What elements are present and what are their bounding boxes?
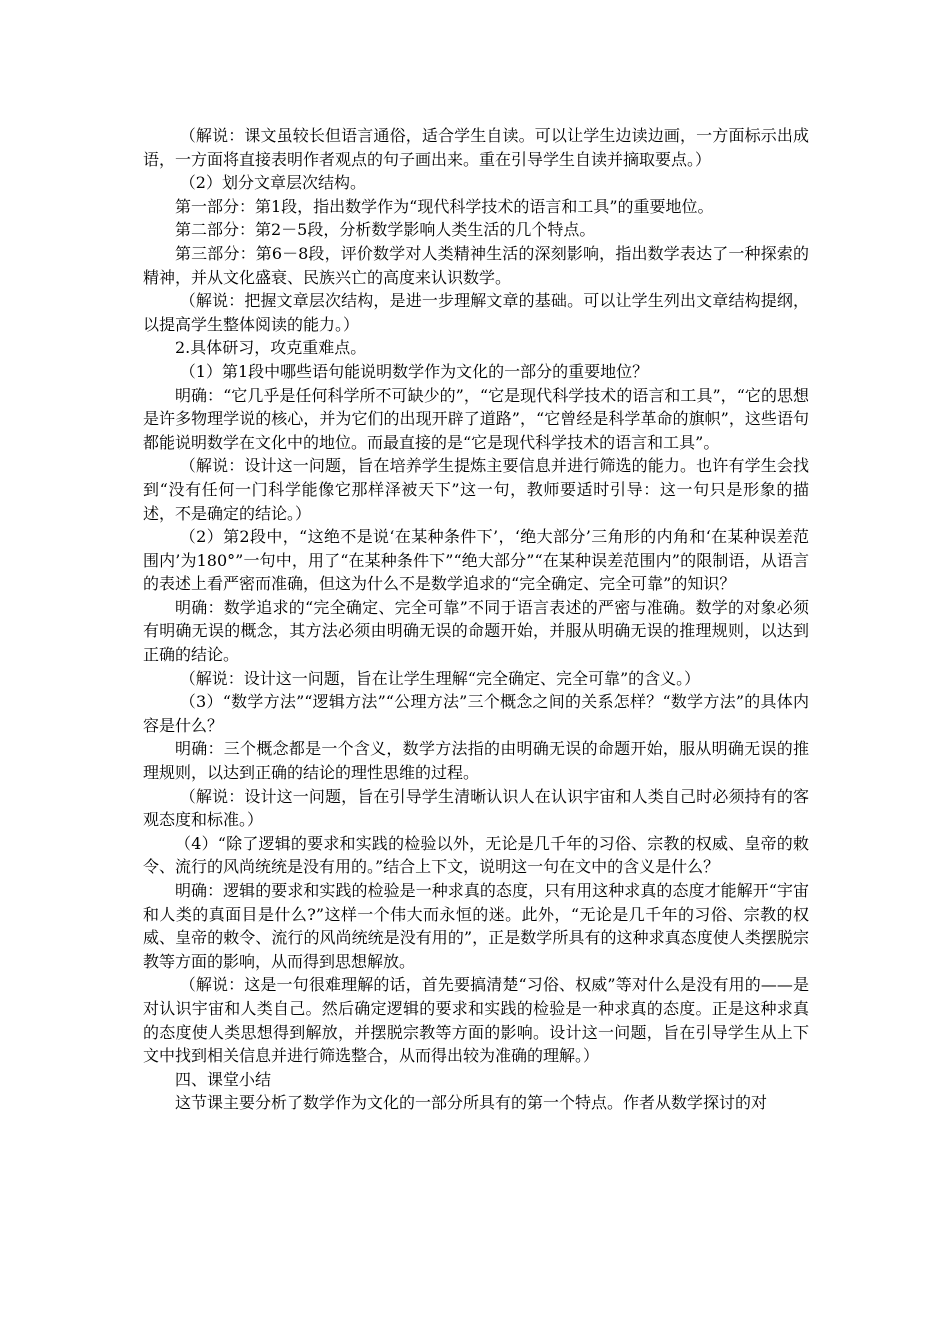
paragraph-structure-heading: （2）划分文章层次结构。 bbox=[179, 173, 366, 193]
paragraph-explanation-6: （解说：这是一句很难理解的话，首先要搞清楚“习俗、权威”等对什么是没有用的——是对认识宇宙和人类自己。然后确定逻辑的要求和实践的检验是一种求真的态度。正是这种求真的态度使人类思想得到解放，并摆脱宗教等方面的影响。设计这一问题，旨在引导学生从上下文中找到相关信息并进行筛选整合，从而得出较为准确的理解。） bbox=[143, 975, 809, 1066]
paragraph-answer-3: 明确：三个概念都是一个含义，数学方法指的由明确无误的命题开始，服从明确无误的推理规则，以达到正确的结论的理性思维的过程。 bbox=[143, 739, 809, 783]
paragraph-part-3: 第三部分：第6－8段，评价数学对人类精神生活的深刻影响，指出数学表达了一种探索的精神，并从文化盛衰、民族兴亡的高度来认识数学。 bbox=[143, 243, 809, 287]
paragraph-explanation-4: （解说：设计这一问题，旨在让学生理解“完全确定、完全可靠”的含义。） bbox=[179, 668, 701, 688]
paragraph-summary: 这节课主要分析了数学作为文化的一部分所具有的第一个特点。作者从数学探讨的对 bbox=[175, 1093, 768, 1113]
paragraph-explanation-5: （解说：设计这一问题，旨在引导学生清晰认识人在认识宇宙和人类自己时必须持有的客观态度和标准。） bbox=[143, 786, 809, 830]
paragraph-summary-heading: 四、课堂小结 bbox=[175, 1069, 272, 1089]
paragraph-part-2: 第二部分：第2－5段，分析数学影响人类生活的几个特点。 bbox=[175, 220, 596, 240]
paragraph-section-heading: 2.具体研习，攻克重难点。 bbox=[175, 338, 367, 358]
paragraph-part-1: 第一部分：第1段，指出数学作为“现代科学技术的语言和工具”的重要地位。 bbox=[175, 196, 714, 216]
paragraph-explanation-2: （解说：把握文章层次结构，是进一步理解文章的基础。可以让学生列出文章结构提纲，以提高学生整体阅读的能力。） bbox=[143, 291, 809, 334]
paragraph-question-2: （2）第2段中，“这绝不是说‘在某种条件下’，‘绝大部分’三角形的内角和‘在某种误差范围内’为180°”一句中，用了“在某种条件下”“绝大部分”“在某种误差范围内”的限制语，从语言的表述上看严密而准确，但这为什么不是数学追求的“完全确定、完全可靠”的知识？ bbox=[143, 527, 809, 594]
paragraph-answer-4: 明确：逻辑的要求和实践的检验是一种求真的态度，只有用这种求真的态度才能解开“宇宙和人类的真面目是什么?”这样一个伟大而永恒的迷。此外，“无论是几千年的习俗、宗教的权威、皇帝的敕令、流行的风尚统统是没有用的”，正是数学所具有的这种求真态度使人类摆脱宗教等方面的影响，从而得到思想解放。 bbox=[143, 881, 809, 971]
paragraph-question-1: （1）第1段中哪些语句能说明数学作为文化的一部分的重要地位？ bbox=[179, 361, 649, 381]
document-body bbox=[143, 124, 809, 1115]
paragraph-explanation-3: （解说：设计这一问题，旨在培养学生提炼主要信息并进行筛选的能力。也许有学生会找到“没有任何一门科学能像它那样泽被天下”这一句，教师要适时引导：这一句只是形象的描述，不是确定的结论。） bbox=[143, 456, 809, 523]
paragraph-explanation-1: （解说：课文虽较长但语言通俗，适合学生自读。可以让学生边读边画，一方面标示出成语，一方面将直接表明作者观点的句子画出来。重在引导学生自读并摘取要点。） bbox=[143, 126, 809, 169]
paragraph-question-3: （3）“数学方法”“逻辑方法”“公理方法”三个概念之间的关系怎样？“数学方法”的具体内容是什么？ bbox=[143, 692, 809, 735]
paragraph-question-4: （4）“除了逻辑的要求和实践的检验以外，无论是几千年的习俗、宗教的权威、皇帝的敕令、流行的风尚统统是没有用的。”结合上下文，说明这一句在文中的含义是什么？ bbox=[143, 833, 809, 877]
paragraph-answer-1: 明确：“它几乎是任何科学所不可缺少的”，“它是现代科学技术的语言和工具”，“它的思想是许多物理学说的核心，并为它们的出现开辟了道路”，“它曾经是科学革命的旗帜”，这些语句都能说明数学在文化中的地位。而最直接的是“它是现代科学技术的语言和工具”。 bbox=[143, 385, 809, 452]
paragraph-answer-2: 明确：数学追求的“完全确定、完全可靠”不同于语言表述的严密与准确。数学的对象必须有明确无误的概念，其方法必须由明确无误的命题开始，并服从明确无误的推理规则，以达到正确的结论。 bbox=[143, 597, 809, 665]
